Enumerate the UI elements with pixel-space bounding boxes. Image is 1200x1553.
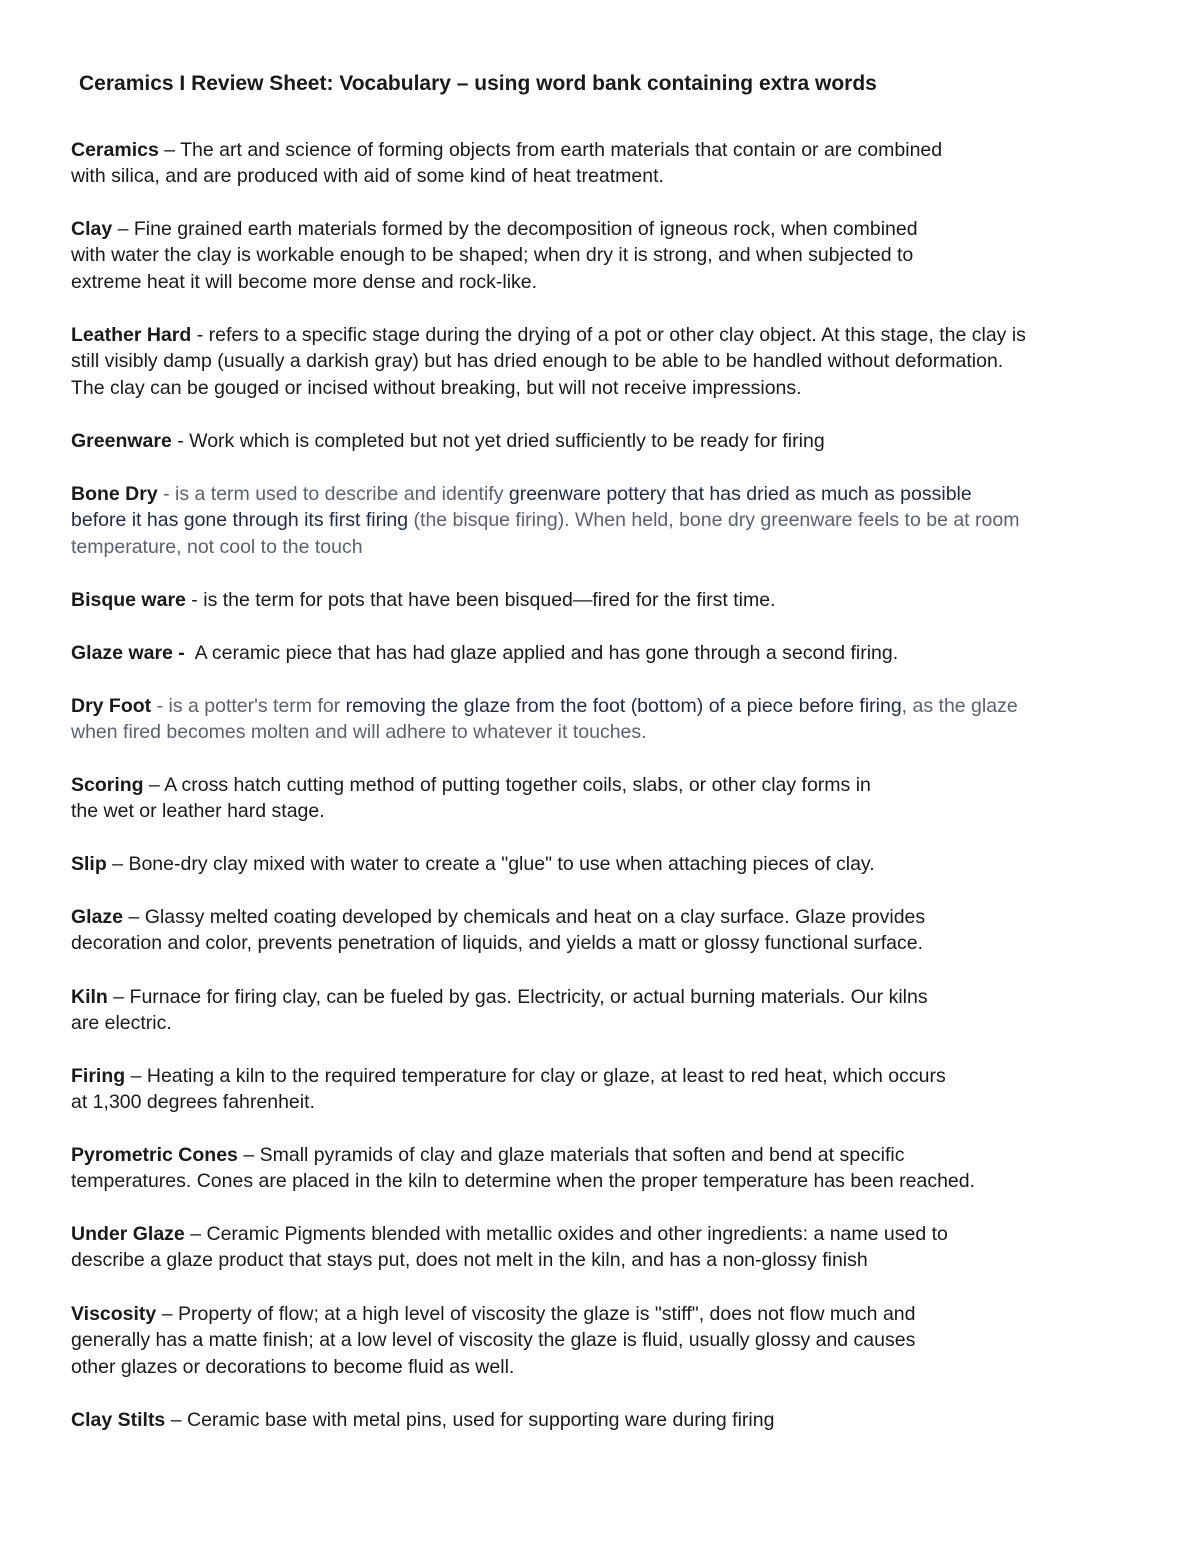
definition-text: with silica, and are produced with aid of some kind of heat treatment. <box>71 165 664 188</box>
term-separator: – <box>143 774 165 796</box>
vocab-entry-scoring <box>71 772 1151 825</box>
entry-line <box>71 1142 1151 1168</box>
definition-text-link-style: greenware pottery that has dried as much as possible <box>508 483 972 505</box>
term-separator: - <box>185 589 204 611</box>
term-separator: – <box>165 1409 187 1431</box>
entry-line <box>71 428 1151 454</box>
definition-text: extreme heat it will become more dense and rock-like. <box>71 270 538 293</box>
definition-text: (the bisque firing). When held, bone dry greenware feels to be at room <box>408 509 1020 532</box>
term-separator: – <box>106 853 129 875</box>
definition-text: , as the glaze <box>901 695 1018 717</box>
term-separator: – <box>237 1144 260 1166</box>
vocab-term: Under Glaze <box>71 1223 185 1245</box>
entry-line <box>71 772 1151 798</box>
definition-text: Fine grained earth materials formed by the decomposition of igneous rock, when combined <box>133 218 918 240</box>
entry-line <box>71 640 1151 666</box>
definition-text: Small pyramids of clay and glaze materials that soften and bend at specific <box>259 1144 905 1166</box>
definition-text: is a potter's term for <box>168 695 346 717</box>
definition-text-link-style: removing the glaze from the foot (bottom) of a piece before firing <box>345 695 902 717</box>
definition-text: at 1,300 degrees fahrenheit. <box>71 1091 315 1114</box>
vocab-term: Glaze <box>71 906 124 928</box>
definition-text: still visibly damp (usually a darkish gray) but has dried enough to be able to be handled without deformation. <box>71 350 1004 373</box>
vocab-term: Greenware <box>71 430 172 452</box>
vocab-term: Scoring <box>71 774 144 796</box>
term-separator: – <box>123 906 145 928</box>
vocab-entry-firing <box>71 1063 1151 1116</box>
definition-text: is the term for pots that have been bisqued—fired for the first time. <box>203 589 776 611</box>
vocab-entry-kiln <box>71 984 1151 1037</box>
vocab-entry-bisque-ware <box>71 587 1151 613</box>
definition-text: Glassy melted coating developed by chemicals and heat on a clay surface. Glaze provides <box>144 906 926 928</box>
page-title: Ceramics I Review Sheet: Vocabulary – using word bank containing extra words <box>79 72 877 95</box>
vocab-term: Leather Hard <box>71 324 192 346</box>
vocab-term: Slip <box>71 853 107 875</box>
definition-text: describe a glaze product that stays put, does not melt in the kiln, and has a non-glossy finish <box>71 1249 868 1272</box>
definition-text: the wet or leather hard stage. <box>71 800 325 823</box>
definition-text: Property of flow; at a high level of viscosity the glaze is "stiff", does not flow much and <box>177 1303 916 1325</box>
entry-line <box>71 1301 1151 1327</box>
definition-text: The clay can be gouged or incised without breaking, but will not receive impressions. <box>71 376 802 399</box>
entry-line <box>71 693 1151 719</box>
vocab-entry-greenware <box>71 428 1151 454</box>
definition-text: are electric. <box>71 1012 172 1035</box>
vocab-entry-under-glaze <box>71 1221 1151 1274</box>
vocab-term: Dry Foot <box>71 695 152 717</box>
vocab-entry-bone-dry <box>71 481 1151 560</box>
definition-text: A cross hatch cutting method of putting together coils, slabs, or other clay forms in <box>164 774 871 796</box>
vocab-term: Ceramics <box>71 139 159 161</box>
definition-text: temperatures. Cones are placed in the kiln to determine when the proper temperature has been reached. <box>71 1170 976 1193</box>
definition-text: Furnace for firing clay, can be fueled by gas. Electricity, or actual burning materials. Our kilns <box>129 986 928 1008</box>
term-separator: - <box>157 483 176 505</box>
entry-line <box>71 1221 1151 1247</box>
vocab-entry-glaze <box>71 904 1151 957</box>
definition-text: when fired becomes molten and will adhere to whatever it touches. <box>71 721 647 744</box>
vocab-term: Pyrometric Cones <box>71 1144 238 1166</box>
vocab-entry-clay <box>71 216 1151 295</box>
entry-line <box>71 587 1151 613</box>
vocab-term: Bisque ware <box>71 589 186 611</box>
vocab-entry-glaze-ware <box>71 640 1151 666</box>
definition-text: generally has a matte finish; at a low level of viscosity the glaze is fluid, usually glossy and causes <box>71 1329 916 1352</box>
entry-line <box>71 137 1151 163</box>
definition-text: Work which is completed but not yet dried sufficiently to be ready for firing <box>189 430 825 452</box>
entry-line <box>71 322 1151 348</box>
vocab-term: Firing <box>71 1065 126 1087</box>
term-separator: – <box>158 139 181 161</box>
term-separator: – <box>156 1303 178 1325</box>
definition-text: decoration and color, prevents penetration of liquids, and yields a matt or glossy functional surface. <box>71 932 923 955</box>
vocab-term: Bone Dry <box>71 483 158 505</box>
vocab-term: Clay <box>71 218 113 240</box>
definition-text: Ceramic Pigments blended with metallic oxides and other ingredients: a name used to <box>206 1223 948 1245</box>
term-separator: – <box>184 1223 207 1245</box>
vocab-entry-pyrometric-cones <box>71 1142 1151 1195</box>
entry-line <box>71 1407 1151 1433</box>
entry-line <box>71 507 1151 533</box>
definition-text: refers to a specific stage during the drying of a pot or other clay object. At this stage, the clay is <box>208 324 1026 346</box>
entry-line <box>71 481 1151 507</box>
entry-line <box>71 851 1151 877</box>
definition-text: temperature, not cool to the touch <box>71 535 363 558</box>
term-separator: - <box>151 695 169 717</box>
definition-text: The art and science of forming objects from earth materials that contain or are combined <box>180 139 943 161</box>
entry-line <box>71 1063 1151 1089</box>
term-separator: - <box>191 324 209 346</box>
term-separator: – <box>125 1065 147 1087</box>
vocab-term: Glaze ware - <box>71 642 185 664</box>
entry-line <box>71 216 1151 242</box>
definition-text: Ceramic base with metal pins, used for supporting ware during firing <box>186 1409 775 1431</box>
vocab-entry-ceramics <box>71 137 1151 190</box>
definition-text-link-style: before it has gone through its first firing <box>71 509 409 532</box>
definition-text: with water the clay is workable enough to be shaped; when dry it is strong, and when subjected to <box>71 244 914 267</box>
term-separator: – <box>112 218 134 240</box>
vocab-entry-clay-stilts <box>71 1407 1151 1433</box>
entry-line <box>71 904 1151 930</box>
term-separator <box>185 642 195 664</box>
term-separator: - <box>171 430 190 452</box>
definition-text: Heating a kiln to the required temperature for clay or glaze, at least to red heat, which occurs <box>146 1065 946 1087</box>
vocab-entry-slip <box>71 851 1151 877</box>
vocab-entry-leather-hard <box>71 322 1151 401</box>
vocab-entry-dry-foot <box>71 693 1151 746</box>
definition-text: A ceramic piece that has had glaze applied and has gone through a second firing. <box>194 642 899 664</box>
vocab-entry-viscosity <box>71 1301 1151 1380</box>
entry-line <box>71 984 1151 1010</box>
vocab-term: Clay Stilts <box>71 1409 166 1431</box>
definition-text: Bone-dry clay mixed with water to create a "glue" to use when attaching pieces of clay. <box>128 853 875 875</box>
term-separator: – <box>107 986 130 1008</box>
definition-text: other glazes or decorations to become fluid as well. <box>71 1355 515 1378</box>
vocab-term: Viscosity <box>71 1303 157 1325</box>
vocab-term: Kiln <box>71 986 108 1008</box>
definition-text: is a term used to describe and identify <box>175 483 509 505</box>
